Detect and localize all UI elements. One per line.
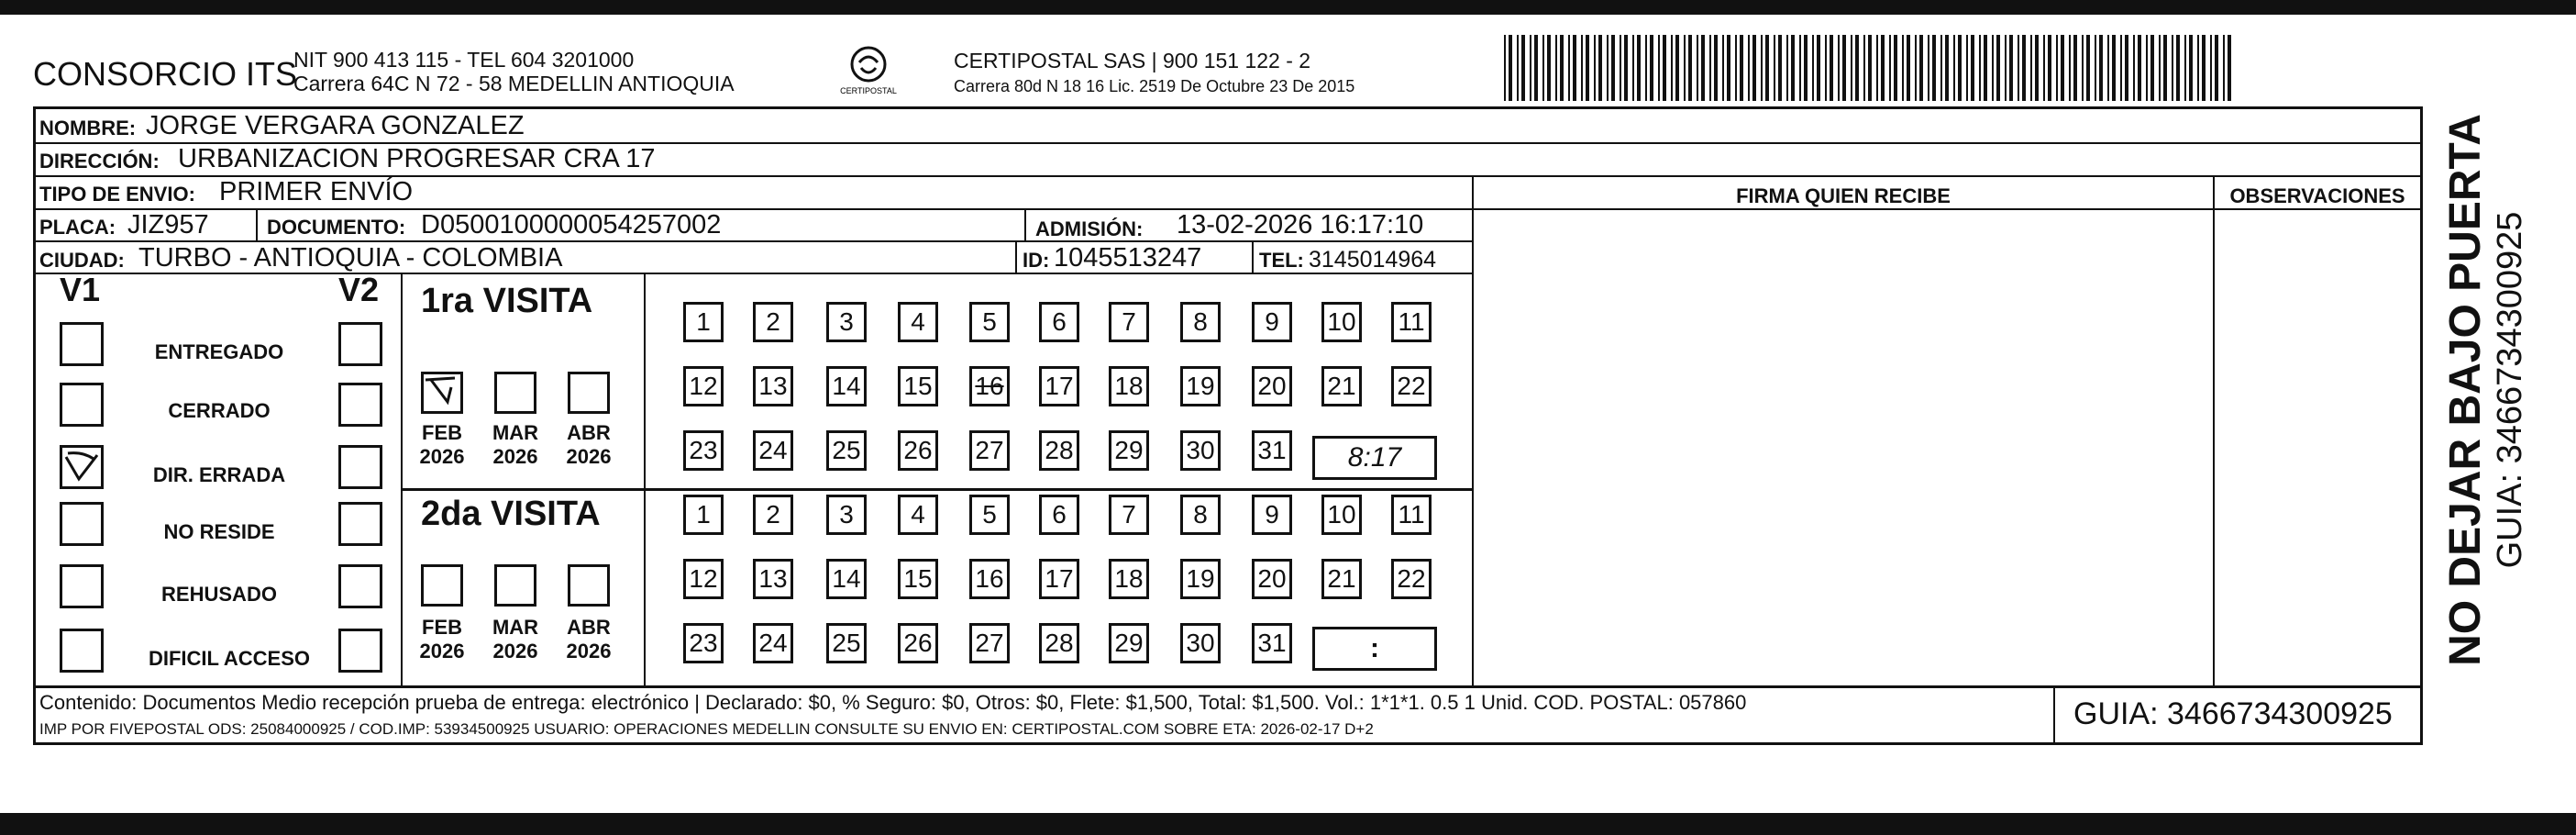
year-label: 2026 (419, 640, 465, 662)
v1-entregado-checkbox[interactable] (60, 322, 104, 366)
barcode (1504, 35, 2238, 101)
v2-dificil-acceso-checkbox[interactable] (338, 629, 382, 673)
barcode-bar (1919, 35, 1923, 101)
barcode-bar (2022, 35, 2026, 101)
barcode-bar (1697, 35, 1698, 101)
second-visit-day-30[interactable]: 30 (1180, 623, 1221, 663)
barcode-bar (2150, 35, 2154, 101)
calendar-divider (644, 273, 646, 685)
barcode-bar (2215, 35, 2218, 101)
barcode-bar (1748, 35, 1750, 101)
barcode-bar (1984, 35, 1987, 101)
visit-divider (403, 488, 1472, 491)
barcode-bar (1722, 35, 1724, 101)
barcode-bar (1517, 35, 1519, 101)
barcode-bar (1979, 35, 1981, 101)
second-visit-mar-checkbox[interactable] (494, 564, 536, 607)
barcode-bar (1876, 35, 1878, 101)
barcode-bar (2112, 35, 2116, 101)
first-visit-day-19[interactable]: 19 (1180, 366, 1221, 406)
barcode-bar (1521, 35, 1525, 101)
barcode-bar (1658, 35, 1660, 101)
footer-print-line: IMP POR FIVEPOSTAL ODS: 25084000925 / COD.IMP: 53934500925 USUARIO: OPERACIONES MEDELLIN CONSULTE SU ENVIO EN: CERTIPOSTAL.COM SOBRE ETA: 2026-02-17 D+2 (39, 720, 1374, 738)
no-dejar-bajo-puerta: NO DEJAR BAJO PUERTA (2441, 114, 2490, 666)
barcode-bar (2048, 35, 2051, 101)
barcode-bar (1940, 35, 1942, 101)
tipo-envio-label: TIPO DE ENVIO: (39, 183, 195, 206)
barcode-bar (2172, 35, 2173, 101)
first-visit-day-5[interactable]: 5 (969, 302, 1010, 342)
status-option-no-reside: NO RESIDE (163, 520, 275, 543)
barcode-bar (1727, 35, 1730, 101)
year-label: 2026 (566, 445, 612, 468)
tipo-envio-value: PRIMER ENVÍO (219, 177, 414, 206)
barcode-bar (1624, 35, 1628, 101)
cell-divider (256, 208, 258, 240)
barcode-bar (2228, 35, 2231, 101)
first-visit-month-abr (557, 421, 621, 469)
second-visit-day-9[interactable]: 9 (1252, 495, 1292, 535)
barcode-bar (1714, 35, 1718, 101)
month-label: ABR (567, 616, 611, 639)
barcode-bar (1812, 35, 1814, 101)
second-visit-day-20[interactable]: 20 (1252, 559, 1292, 599)
barcode-bar (1945, 35, 1949, 101)
barcode-bar (1868, 35, 1872, 101)
first-visit-day-4[interactable]: 4 (898, 302, 938, 342)
first-visit-month-mar (483, 421, 547, 469)
barcode-bar (1817, 35, 1820, 101)
admision-value: 13-02-2026 16:17:10 (1177, 210, 1424, 239)
barcode-bar (2018, 35, 2019, 101)
first-visit-feb-checkbox[interactable] (421, 372, 463, 414)
barcode-bar (2056, 35, 2058, 101)
second-visit-day-19[interactable]: 19 (1180, 559, 1221, 599)
barcode-bar (1663, 35, 1666, 101)
v2-no-reside-checkbox[interactable] (338, 502, 382, 546)
barcode-bar (1838, 35, 1840, 101)
barcode-bar (2099, 35, 2103, 101)
first-visit-day-8[interactable]: 8 (1180, 302, 1221, 342)
barcode-bar (1611, 35, 1615, 101)
first-visit-day-22[interactable]: 22 (1391, 366, 1432, 406)
second-visit-day-1[interactable]: 1 (683, 495, 724, 535)
barcode-bar (2176, 35, 2180, 101)
second-visit-day-25[interactable]: 25 (826, 623, 867, 663)
admision-label: ADMISIÓN: (1035, 217, 1144, 240)
second-visit-day-21[interactable]: 21 (1321, 559, 1362, 599)
barcode-bar (1598, 35, 1602, 101)
barcode-bar (1547, 35, 1551, 101)
second-visit-day-26[interactable]: 26 (898, 623, 938, 663)
check-mark-icon (62, 448, 101, 486)
documento-value: D0500100000054257002 (421, 210, 722, 239)
barcode-bar (2223, 35, 2225, 101)
cell-divider (1024, 208, 1026, 240)
barcode-bar (2146, 35, 2148, 101)
second-visit-day-27[interactable]: 27 (969, 623, 1010, 663)
v2-rehusado-checkbox[interactable] (338, 564, 382, 608)
second-visit-day-3[interactable]: 3 (826, 495, 867, 535)
ciudad-label: CIUDAD: (39, 249, 125, 272)
first-visit-day-17[interactable]: 17 (1039, 366, 1079, 406)
barcode-bar (2069, 35, 2071, 101)
address-line: Carrera 64C N 72 - 58 MEDELLIN ANTIOQUIA (293, 72, 735, 95)
second-visit-month-mar (483, 616, 547, 663)
barcode-bar (2184, 35, 2186, 101)
barcode-bar (1842, 35, 1846, 101)
first-visit-day-29[interactable]: 29 (1109, 430, 1149, 471)
first-visit-day-12[interactable]: 12 (683, 366, 724, 406)
barcode-bar (2202, 35, 2206, 101)
status-divider (401, 273, 403, 685)
certipostal-info (954, 48, 1354, 99)
barcode-bar (2030, 35, 2032, 101)
barcode-bar (2120, 35, 2122, 101)
barcode-bar (1855, 35, 1859, 101)
certipostal-line: CERTIPOSTAL SAS | 900 151 122 - 2 (954, 49, 1311, 72)
second-visit-day-31[interactable]: 31 (1252, 623, 1292, 663)
second-visit-day-7[interactable]: 7 (1109, 495, 1149, 535)
barcode-bar (2159, 35, 2161, 101)
barcode-bar (1953, 35, 1955, 101)
second-visit-day-4[interactable]: 4 (898, 495, 938, 535)
side-guia: GUIA: 3466734300925 (2491, 211, 2529, 569)
first-visit-day-24[interactable]: 24 (753, 430, 793, 471)
id-value: 1045513247 (1054, 243, 1202, 273)
first-visit-day-15[interactable]: 15 (898, 366, 938, 406)
barcode-bar (1573, 35, 1576, 101)
second-visit-abr-checkbox[interactable] (568, 564, 610, 607)
first-visit-day-30[interactable]: 30 (1180, 430, 1221, 471)
nombre-value: JORGE VERGARA GONZALEZ (146, 111, 525, 140)
footer-divider (36, 685, 2420, 688)
delivery-form (33, 106, 2423, 745)
barcode-bar (1774, 35, 1775, 101)
cell-divider (1252, 240, 1254, 273)
barcode-bar (1881, 35, 1885, 101)
barcode-bar (1701, 35, 1705, 101)
barcode-bar (1851, 35, 1852, 101)
first-visit-day-28[interactable]: 28 (1039, 430, 1079, 471)
barcode-bar (1637, 35, 1641, 101)
barcode-bar (1966, 35, 1968, 101)
barcode-bar (1586, 35, 1589, 101)
first-visit-day-23[interactable]: 23 (683, 430, 724, 471)
barcode-bar (1902, 35, 1904, 101)
company-info (293, 48, 735, 95)
status-option-cerrado: CERRADO (168, 399, 271, 422)
v1-dir-errada-checkbox[interactable] (60, 445, 104, 489)
second-visit-day-5[interactable]: 5 (969, 495, 1010, 535)
barcode-bar (2210, 35, 2212, 101)
barcode-bar (1799, 35, 1801, 101)
side-notice-text (2440, 114, 2530, 666)
barcode-bar (2197, 35, 2199, 101)
barcode-bar (2138, 35, 2141, 101)
barcode-bar (2061, 35, 2064, 101)
tel-label: TEL: (1259, 249, 1304, 272)
barcode-bar (1735, 35, 1737, 101)
barcode-bar (1996, 35, 2000, 101)
first-visit-day-11[interactable]: 11 (1391, 302, 1432, 342)
second-visit-day-12[interactable]: 12 (683, 559, 724, 599)
first-visit-month-feb (410, 421, 474, 469)
second-visit-day-29[interactable]: 29 (1109, 623, 1149, 663)
barcode-bar (1594, 35, 1596, 101)
first-visit-title: 1ra VISITA (421, 282, 593, 320)
barcode-bar (1992, 35, 1994, 101)
logo-text: CERTIPOSTAL (840, 86, 897, 95)
barcode-bar (2073, 35, 2077, 101)
v2-header: V2 (338, 271, 380, 308)
barcode-bar (1504, 35, 1506, 101)
first-visit-day-6[interactable]: 6 (1039, 302, 1079, 342)
first-visit-day-21[interactable]: 21 (1321, 366, 1362, 406)
barcode-bar (1632, 35, 1634, 101)
barcode-bar (1928, 35, 1929, 101)
first-visit-day-20[interactable]: 20 (1252, 366, 1292, 406)
barcode-bar (1684, 35, 1686, 101)
v1-dificil-acceso-checkbox[interactable] (60, 629, 104, 673)
barcode-bar (1607, 35, 1609, 101)
barcode-bar (1889, 35, 1891, 101)
barcode-bar (1560, 35, 1564, 101)
second-visit-day-24[interactable]: 24 (753, 623, 793, 663)
barcode-bar (2133, 35, 2135, 101)
year-label: 2026 (566, 640, 612, 662)
barcode-bar (2005, 35, 2007, 101)
barcode-bar (2035, 35, 2039, 101)
second-visit-month-feb (410, 616, 474, 663)
barcode-bar (2009, 35, 2013, 101)
v2-dir-errada-checkbox[interactable] (338, 445, 382, 489)
barcode-bar (1650, 35, 1653, 101)
barcode-bar (1509, 35, 1512, 101)
v2-cerrado-checkbox[interactable] (338, 383, 382, 427)
second-visit-day-28[interactable]: 28 (1039, 623, 1079, 663)
barcode-bar (2189, 35, 2193, 101)
barcode-bar (1555, 35, 1557, 101)
barcode-bar (1958, 35, 1962, 101)
first-visit-day-26[interactable]: 26 (898, 430, 938, 471)
first-visit-day-10[interactable]: 10 (1321, 302, 1362, 342)
year-label: 2026 (492, 445, 538, 468)
barcode-bar (2095, 35, 2096, 101)
second-visit-time-field[interactable]: : (1312, 627, 1437, 671)
barcode-bar (1804, 35, 1808, 101)
barcode-bar (1932, 35, 1936, 101)
footer-guia: GUIA: 3466734300925 (2073, 696, 2393, 731)
barcode-bar (1534, 35, 1538, 101)
year-label: 2026 (492, 640, 538, 662)
placa-value: JIZ957 (127, 210, 209, 239)
barcode-bar (1778, 35, 1782, 101)
barcode-bar (1542, 35, 1544, 101)
first-visit-day-18[interactable]: 18 (1109, 366, 1149, 406)
month-label: MAR (492, 421, 539, 444)
barcode-bar (1709, 35, 1711, 101)
barcode-bar (2043, 35, 2045, 101)
v1-rehusado-checkbox[interactable] (60, 564, 104, 608)
first-visit-mar-checkbox[interactable] (494, 372, 536, 414)
first-visit-day-3[interactable]: 3 (826, 302, 867, 342)
nit-line: NIT 900 413 115 - TEL 604 3201000 (293, 48, 635, 72)
barcode-bar (1791, 35, 1795, 101)
first-visit-day-31[interactable]: 31 (1252, 430, 1292, 471)
ciudad-value: TURBO - ANTIOQUIA - COLOMBIA (138, 243, 563, 273)
status-option-dificil-acceso: DIFICIL ACCESO (148, 647, 310, 670)
v1-header: V1 (60, 271, 101, 308)
barcode-bar (1765, 35, 1769, 101)
barcode-bar (1971, 35, 1974, 101)
observaciones-header: OBSERVACIONES (2229, 184, 2405, 207)
cell-divider (1015, 240, 1017, 273)
first-visit-day-1[interactable]: 1 (683, 302, 724, 342)
first-visit-day-7[interactable]: 7 (1109, 302, 1149, 342)
barcode-bar (1894, 35, 1897, 101)
second-visit-day-16[interactable]: 16 (969, 559, 1010, 599)
id-label: ID: (1023, 249, 1050, 272)
side-notice (2421, 114, 2549, 666)
bottom-border-bar (0, 813, 2576, 835)
documento-label: DOCUMENTO: (267, 216, 406, 239)
footer-guia-divider (2053, 685, 2055, 742)
row-divider (36, 240, 1472, 242)
barcode-bar (2107, 35, 2109, 101)
barcode-bar (1568, 35, 1570, 101)
barcode-bar (2163, 35, 2167, 101)
barcode-bar (1530, 35, 1531, 101)
first-visit-day-25[interactable]: 25 (826, 430, 867, 471)
second-visit-month-abr (557, 616, 621, 663)
year-label: 2026 (419, 445, 465, 468)
status-option-entregado: ENTREGADO (154, 340, 284, 363)
barcode-bar (1915, 35, 1917, 101)
certipostal-logo (836, 42, 901, 103)
second-visit-day-15[interactable]: 15 (898, 559, 938, 599)
second-visit-day-14[interactable]: 14 (826, 559, 867, 599)
barcode-bar (1675, 35, 1679, 101)
first-visit-day-2[interactable]: 2 (753, 302, 793, 342)
footer-content-line: Contenido: Documentos Medio recepción prueba de entrega: electrónico | Declarado: $0, % Seguro: $0, Otros: $0, Flete: $1,500, Total: $1,500. Vol.: 1*1*1. 0.5 1 Unid. COD. POSTAL: 057860 (39, 691, 1747, 714)
nombre-label: NOMBRE: (39, 117, 137, 139)
direccion-value: URBANIZACION PROGRESAR CRA 17 (178, 144, 656, 173)
first-visit-day-9[interactable]: 9 (1252, 302, 1292, 342)
barcode-bar (1752, 35, 1756, 101)
second-visit-title: 2da VISITA (421, 495, 601, 533)
v1-cerrado-checkbox[interactable] (60, 383, 104, 427)
firma-divider (1472, 175, 1474, 685)
barcode-bar (1786, 35, 1788, 101)
month-label: FEB (422, 616, 462, 639)
month-label: ABR (567, 421, 611, 444)
license-line: Carrera 80d N 18 16 Lic. 2519 De Octubre 23 De 2015 (954, 77, 1355, 95)
second-visit-day-10[interactable]: 10 (1321, 495, 1362, 535)
firma-header: FIRMA QUIEN RECIBE (1736, 184, 1951, 207)
status-option-rehusado: REHUSADO (161, 583, 277, 606)
second-visit-day-2[interactable]: 2 (753, 495, 793, 535)
direccion-label: DIRECCIÓN: (39, 150, 160, 173)
second-visit-day-6[interactable]: 6 (1039, 495, 1079, 535)
second-visit-feb-checkbox[interactable] (421, 564, 463, 607)
placa-label: PLACA: (39, 216, 116, 239)
v2-entregado-checkbox[interactable] (338, 322, 382, 366)
barcode-bar (1907, 35, 1910, 101)
barcode-bar (1688, 35, 1692, 101)
status-option-dir-errada: DIR. ERRADA (152, 463, 286, 486)
month-label: FEB (422, 421, 462, 444)
barcode-bar (1581, 35, 1583, 101)
barcode-bar (1825, 35, 1827, 101)
check-mark-icon (424, 374, 460, 411)
second-visit-day-13[interactable]: 13 (753, 559, 793, 599)
observaciones-divider (2213, 175, 2215, 685)
second-visit-day-22[interactable]: 22 (1391, 559, 1432, 599)
second-visit-day-8[interactable]: 8 (1180, 495, 1221, 535)
barcode-bar (1830, 35, 1833, 101)
first-visit-time-field[interactable]: 8:17 (1312, 436, 1437, 480)
barcode-bar (1620, 35, 1621, 101)
first-visit-day-13[interactable]: 13 (753, 366, 793, 406)
barcode-bar (1761, 35, 1763, 101)
barcode-bar (2086, 35, 2090, 101)
top-border-bar (0, 0, 2576, 15)
first-visit-day-14[interactable]: 14 (826, 366, 867, 406)
first-visit-day-16[interactable]: 16 (969, 366, 1010, 406)
barcode-bar (1863, 35, 1865, 101)
barcode-bar (1740, 35, 1743, 101)
barcode-bar (2125, 35, 2128, 101)
barcode-bar (1645, 35, 1647, 101)
company-name: CONSORCIO ITS (33, 55, 298, 93)
second-visit-day-18[interactable]: 18 (1109, 559, 1149, 599)
second-visit-day-11[interactable]: 11 (1391, 495, 1432, 535)
second-visit-day-17[interactable]: 17 (1039, 559, 1079, 599)
first-visit-day-27[interactable]: 27 (969, 430, 1010, 471)
first-visit-abr-checkbox[interactable] (568, 372, 610, 414)
second-visit-day-23[interactable]: 23 (683, 623, 724, 663)
barcode-bar (2082, 35, 2084, 101)
tel-value: 3145014964 (1309, 247, 1437, 273)
v1-no-reside-checkbox[interactable] (60, 502, 104, 546)
month-label: MAR (492, 616, 539, 639)
barcode-bar (1671, 35, 1673, 101)
